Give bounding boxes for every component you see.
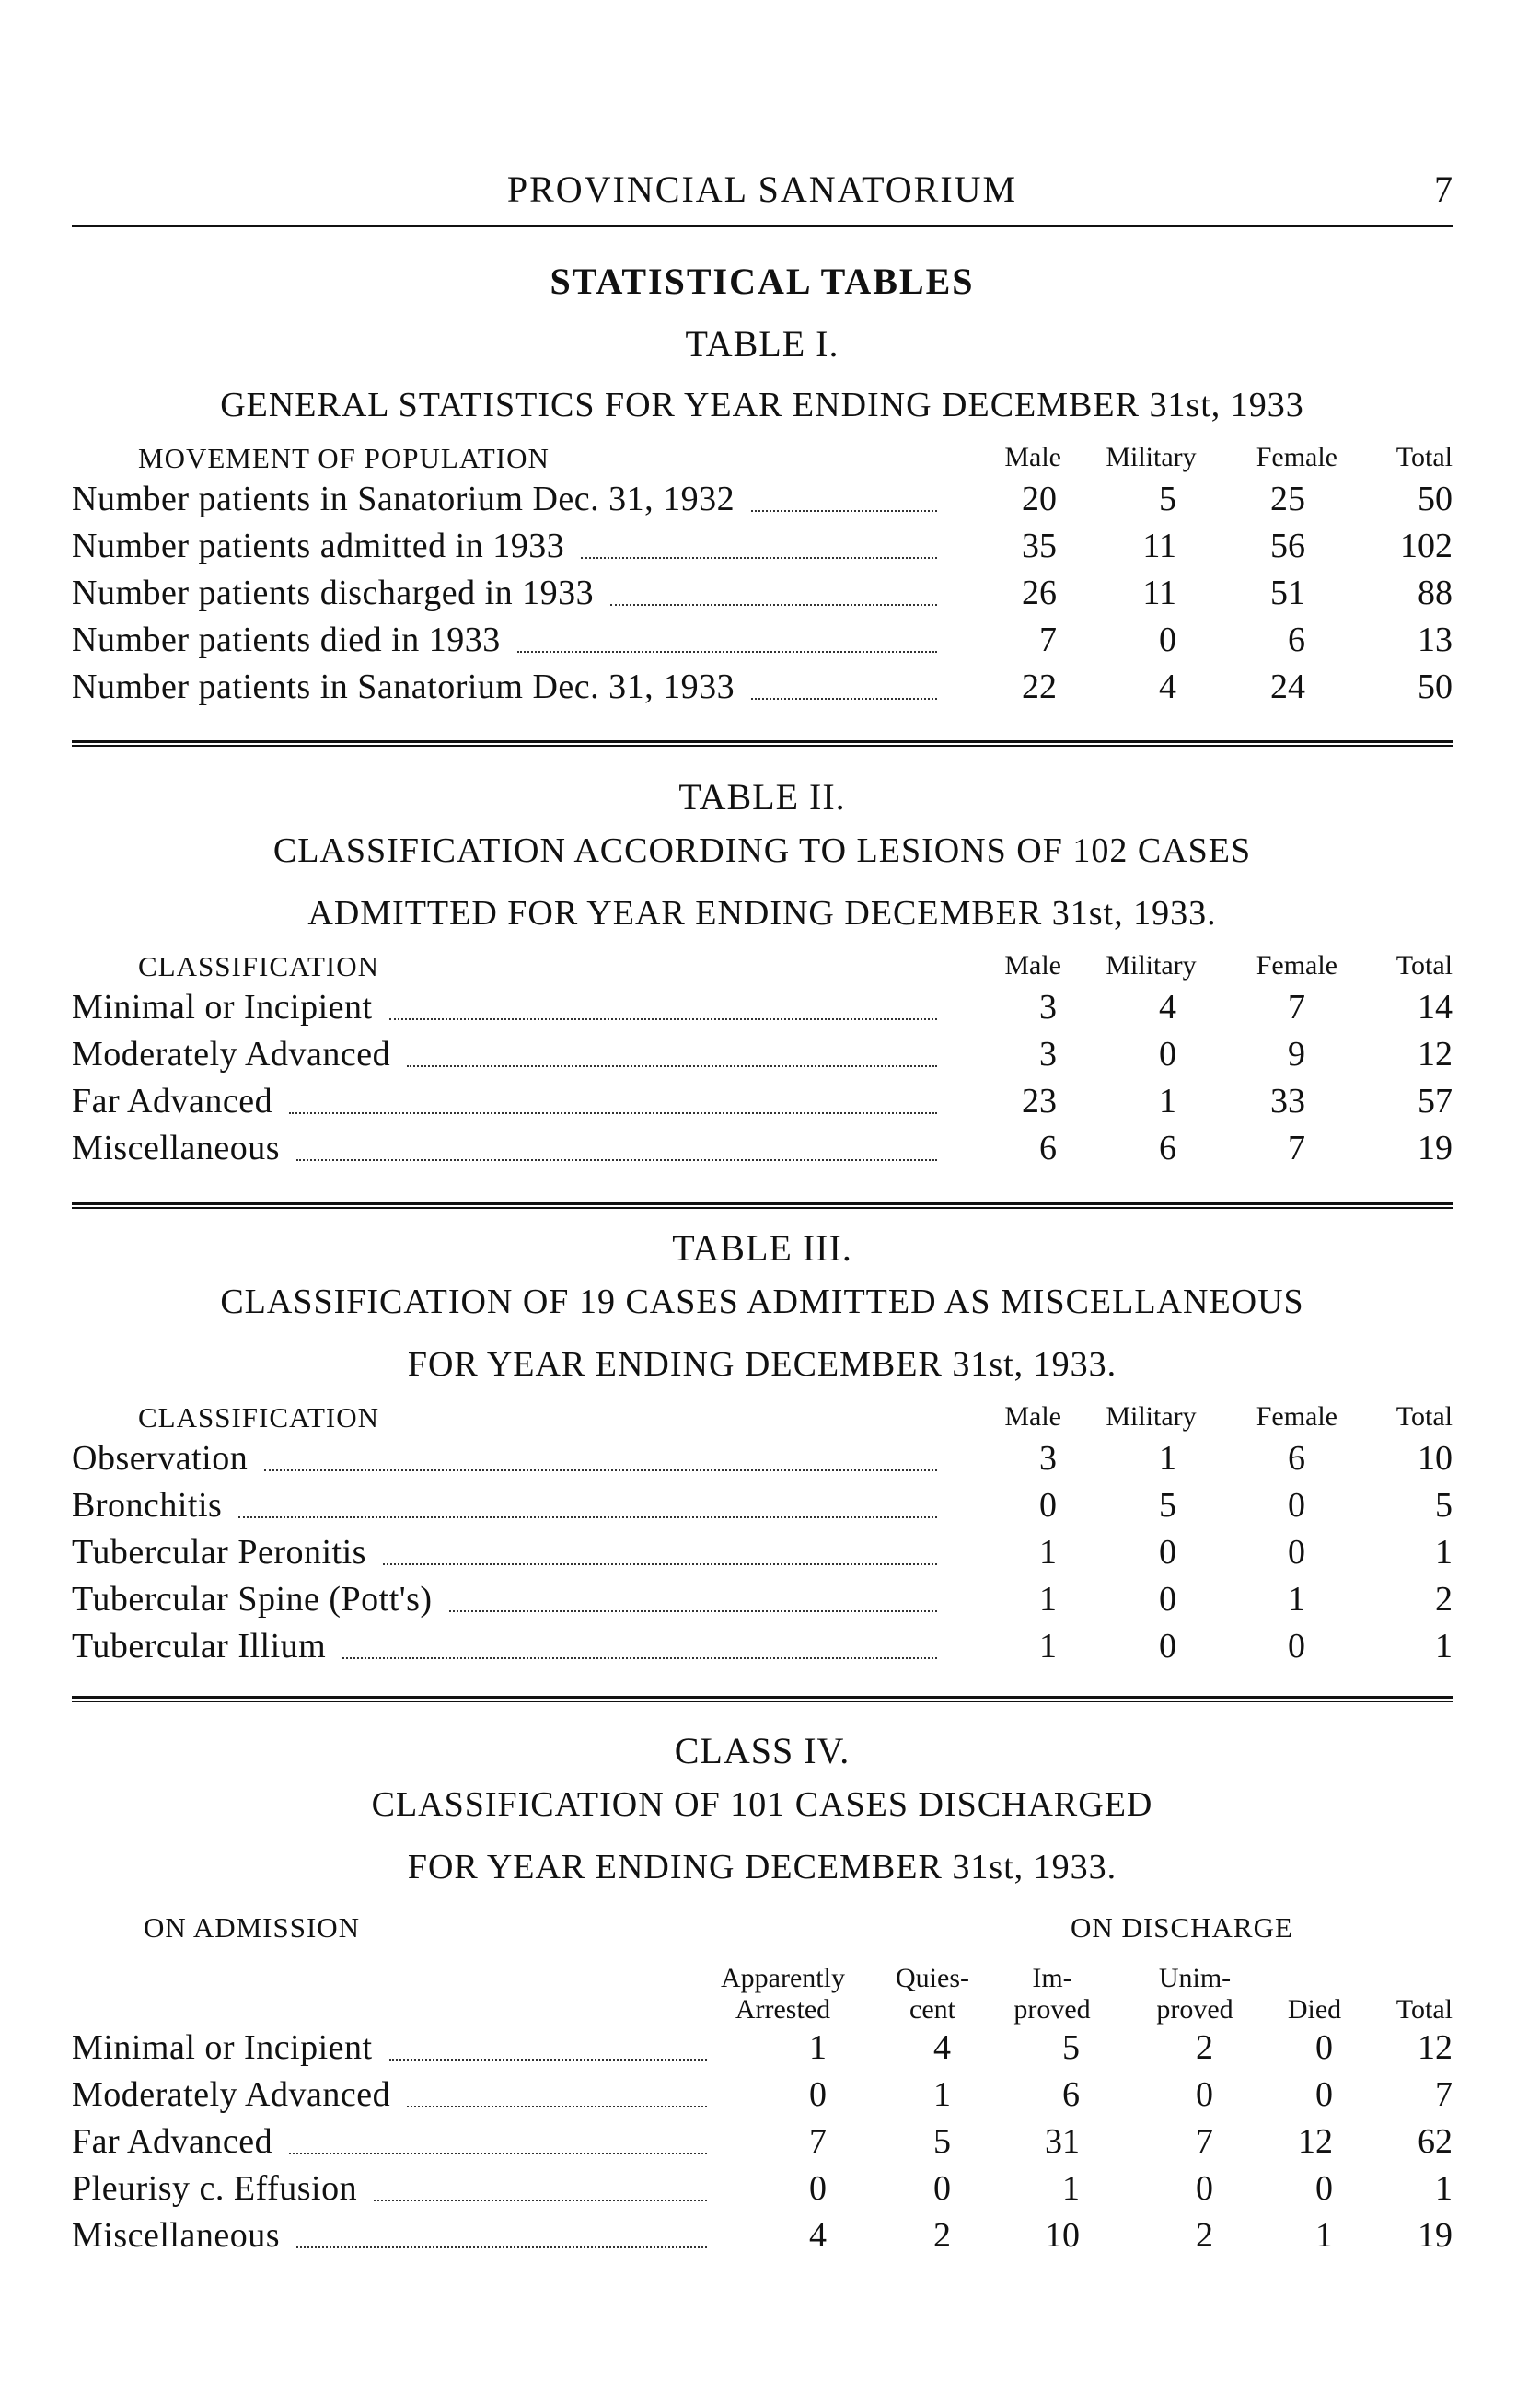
cell-female: 0 — [1288, 1486, 1305, 1525]
table4-left-label: ON ADMISSION — [144, 1911, 361, 1944]
cell-military: 1 — [1159, 1439, 1176, 1478]
cell-total: 50 — [1418, 668, 1453, 706]
table4-col-died: Died — [1287, 1994, 1342, 2025]
cell-total: 13 — [1418, 621, 1453, 659]
table2-section-label: CLASSIFICATION — [138, 950, 380, 982]
table-row — [72, 2074, 1453, 2120]
cell-military: 11 — [1142, 574, 1176, 612]
row-label: Number patients admitted in 1933 — [72, 527, 565, 565]
cell-total: 1 — [1435, 1627, 1453, 1666]
cell-quiescent: 4 — [933, 2028, 951, 2067]
dot-leader — [289, 1112, 937, 1114]
cell-male: 1 — [1039, 1580, 1057, 1619]
cell-female: 7 — [1288, 988, 1305, 1027]
table-row — [72, 479, 1453, 525]
table4-col-improved-l1: Im- — [1032, 1963, 1072, 1993]
table2-col-total: Total — [1395, 950, 1453, 981]
row-label: Minimal or Incipient — [72, 988, 373, 1027]
dot-leader — [374, 2200, 707, 2201]
table-row — [72, 1532, 1453, 1578]
cell-military: 6 — [1159, 1129, 1176, 1167]
cell-total: 12 — [1418, 2028, 1453, 2067]
dot-leader — [238, 1516, 937, 1518]
dot-leader — [449, 1610, 937, 1612]
cell-military: 1 — [1159, 1082, 1176, 1120]
row-label: Pleurisy c. Effusion — [72, 2169, 358, 2208]
cell-apparently-arrested: 4 — [809, 2216, 827, 2255]
row-label: Tubercular Illium — [72, 1627, 327, 1666]
row-label: Miscellaneous — [72, 2216, 281, 2255]
cell-died: 1 — [1315, 2216, 1333, 2255]
cell-female: 6 — [1288, 1439, 1305, 1478]
row-label: Moderately Advanced — [72, 2075, 391, 2114]
table4-subtitle-line2: FOR YEAR ENDING DECEMBER 31st, 1933. — [407, 1848, 1117, 1886]
running-title: PROVINCIAL SANATORIUM — [506, 168, 1018, 210]
table1-col-female: Female — [1256, 442, 1337, 472]
table2-title: TABLE II. — [678, 776, 846, 818]
dot-leader — [389, 1018, 937, 1020]
cell-apparently-arrested: 1 — [809, 2028, 827, 2067]
dot-leader — [407, 2106, 707, 2107]
row-label: Miscellaneous — [72, 1129, 281, 1167]
cell-female: 24 — [1270, 668, 1305, 706]
table-row — [72, 2027, 1453, 2073]
cell-died: 0 — [1315, 2075, 1333, 2114]
row-label: Far Advanced — [72, 1082, 273, 1120]
row-label: Number patients discharged in 1933 — [72, 574, 595, 612]
cell-quiescent: 2 — [933, 2216, 951, 2255]
cell-female: 33 — [1270, 1082, 1305, 1120]
dot-leader — [389, 2059, 707, 2061]
table-row — [72, 667, 1453, 713]
dot-leader — [751, 698, 937, 700]
table3-title: TABLE III. — [672, 1227, 852, 1269]
cell-male: 6 — [1039, 1129, 1057, 1167]
table-row — [72, 1579, 1453, 1625]
dot-leader — [296, 1159, 937, 1161]
cell-total: 12 — [1418, 1035, 1453, 1074]
cell-female: 6 — [1288, 621, 1305, 659]
table-row — [72, 1128, 1453, 1174]
table4-col-quiescent-l2: cent — [909, 1994, 955, 2025]
cell-total: 19 — [1418, 2216, 1453, 2255]
cell-unimproved: 7 — [1196, 2122, 1213, 2161]
table-row — [72, 2215, 1453, 2261]
table1-title: TABLE I. — [685, 323, 839, 365]
table-row — [72, 620, 1453, 666]
table2-divider — [72, 1202, 1453, 1209]
dot-leader — [296, 2246, 707, 2248]
cell-quiescent: 5 — [933, 2122, 951, 2161]
cell-female: 0 — [1288, 1627, 1305, 1666]
cell-quiescent: 1 — [933, 2075, 951, 2114]
cell-unimproved: 0 — [1196, 2169, 1213, 2208]
cell-total: 88 — [1418, 574, 1453, 612]
table-row — [72, 2168, 1453, 2214]
table4-col-apparently-arrested-l2: Arrested — [735, 1994, 831, 2025]
table3-col-male: Male — [1004, 1401, 1061, 1432]
table4-subtitle-line1: CLASSIFICATION OF 101 CASES DISCHARGED — [371, 1785, 1153, 1824]
table-row — [72, 987, 1453, 1033]
table1-col-total: Total — [1395, 442, 1453, 472]
dot-leader — [289, 2153, 707, 2154]
row-label: Number patients in Sanatorium Dec. 31, 1933 — [72, 668, 735, 706]
cell-died: 0 — [1315, 2028, 1333, 2067]
cell-total: 5 — [1435, 1486, 1453, 1525]
cell-military: 0 — [1159, 1627, 1176, 1666]
table3-subtitle-line2: FOR YEAR ENDING DECEMBER 31st, 1933. — [407, 1345, 1117, 1384]
cell-unimproved: 2 — [1196, 2216, 1213, 2255]
table2-subtitle-line1: CLASSIFICATION ACCORDING TO LESIONS OF 102 CASES — [272, 831, 1252, 870]
cell-military: 0 — [1159, 1533, 1176, 1572]
cell-died: 0 — [1315, 2169, 1333, 2208]
table-row — [72, 1081, 1453, 1127]
cell-male: 23 — [1022, 1082, 1057, 1120]
cell-quiescent: 0 — [933, 2169, 951, 2208]
cell-military: 0 — [1159, 1035, 1176, 1074]
cell-unimproved: 2 — [1196, 2028, 1213, 2067]
table1-subtitle: GENERAL STATISTICS FOR YEAR ENDING DECEMBER 31st, 1933 — [220, 386, 1304, 424]
dot-leader — [581, 557, 937, 559]
cell-female: 25 — [1270, 480, 1305, 518]
cell-total: 102 — [1400, 527, 1453, 565]
cell-improved: 6 — [1062, 2075, 1080, 2114]
cell-male: 26 — [1022, 574, 1057, 612]
table4-col-unimproved-l2: proved — [1156, 1994, 1233, 2025]
cell-apparently-arrested: 0 — [809, 2169, 827, 2208]
row-label: Observation — [72, 1439, 249, 1478]
row-label: Bronchitis — [72, 1486, 223, 1525]
document-page — [72, 0, 1453, 2403]
table-row — [72, 1034, 1453, 1080]
table4-title: CLASS IV. — [674, 1730, 851, 1771]
cell-total: 7 — [1435, 2075, 1453, 2114]
table3-section-label: CLASSIFICATION — [138, 1401, 380, 1434]
row-label: Moderately Advanced — [72, 1035, 391, 1074]
table3-subtitle-line1: CLASSIFICATION OF 19 CASES ADMITTED AS MISCELLANEOUS — [220, 1283, 1304, 1321]
table1-section-label: MOVEMENT OF POPULATION — [138, 442, 550, 474]
cell-male: 1 — [1039, 1627, 1057, 1666]
row-label: Number patients in Sanatorium Dec. 31, 1932 — [72, 480, 735, 518]
cell-military: 4 — [1159, 988, 1176, 1027]
page-number: 7 — [1434, 168, 1453, 210]
table-row — [72, 526, 1453, 572]
dot-leader — [342, 1657, 937, 1659]
cell-total: 10 — [1418, 1439, 1453, 1478]
table2-subtitle-line2: ADMITTED FOR YEAR ENDING DECEMBER 31st, 1933. — [307, 894, 1217, 933]
row-label: Number patients died in 1933 — [72, 621, 501, 659]
cell-unimproved: 0 — [1196, 2075, 1213, 2114]
cell-total: 14 — [1418, 988, 1453, 1027]
table3-divider — [72, 1696, 1453, 1702]
table-row — [72, 1626, 1453, 1672]
header-rule — [72, 225, 1453, 227]
cell-military: 0 — [1159, 621, 1176, 659]
dot-leader — [751, 510, 937, 512]
cell-total: 19 — [1418, 1129, 1453, 1167]
cell-apparently-arrested: 0 — [809, 2075, 827, 2114]
cell-male: 1 — [1039, 1533, 1057, 1572]
dot-leader — [264, 1469, 937, 1471]
cell-improved: 5 — [1062, 2028, 1080, 2067]
cell-improved: 1 — [1062, 2169, 1080, 2208]
cell-total: 57 — [1418, 1082, 1453, 1120]
cell-military: 0 — [1159, 1580, 1176, 1619]
main-title: STATISTICAL TABLES — [550, 261, 975, 302]
cell-died: 12 — [1298, 2122, 1333, 2161]
table3-col-female: Female — [1256, 1401, 1337, 1432]
table2-col-female: Female — [1256, 950, 1337, 981]
cell-male: 3 — [1039, 988, 1057, 1027]
table-row — [72, 1485, 1453, 1531]
table1-divider — [72, 740, 1453, 747]
cell-female: 9 — [1288, 1035, 1305, 1074]
cell-female: 1 — [1288, 1580, 1305, 1619]
cell-female: 56 — [1270, 527, 1305, 565]
cell-female: 51 — [1270, 574, 1305, 612]
cell-female: 7 — [1288, 1129, 1305, 1167]
table4-col-apparently-arrested-l1: Apparently — [721, 1963, 845, 1993]
cell-total: 62 — [1418, 2122, 1453, 2161]
row-label: Tubercular Spine (Pott's) — [72, 1580, 433, 1619]
cell-male: 3 — [1039, 1035, 1057, 1074]
cell-total: 1 — [1435, 2169, 1453, 2208]
cell-apparently-arrested: 7 — [809, 2122, 827, 2161]
dot-leader — [610, 604, 937, 606]
cell-male: 0 — [1039, 1486, 1057, 1525]
cell-total: 1 — [1435, 1533, 1453, 1572]
table3-col-military: Military — [1106, 1401, 1197, 1432]
cell-improved: 31 — [1045, 2122, 1080, 2161]
cell-male: 7 — [1039, 621, 1057, 659]
cell-male: 3 — [1039, 1439, 1057, 1478]
table-row — [72, 1438, 1453, 1484]
table4-col-improved-l2: proved — [1013, 1994, 1091, 2025]
cell-military: 4 — [1159, 668, 1176, 706]
running-header — [72, 168, 1453, 214]
row-label: Tubercular Peronitis — [72, 1533, 366, 1572]
cell-total: 2 — [1435, 1580, 1453, 1619]
cell-male: 22 — [1022, 668, 1057, 706]
table-row — [72, 573, 1453, 619]
table4-col-quiescent-l1: Quies- — [896, 1963, 969, 1993]
dot-leader — [383, 1563, 937, 1565]
table2-col-male: Male — [1004, 950, 1061, 981]
cell-improved: 10 — [1045, 2216, 1080, 2255]
row-label: Minimal or Incipient — [72, 2028, 373, 2067]
cell-military: 5 — [1159, 1486, 1176, 1525]
row-label: Far Advanced — [72, 2122, 273, 2161]
dot-leader — [517, 651, 937, 653]
table1-col-military: Military — [1106, 442, 1197, 472]
table3-col-total: Total — [1395, 1401, 1453, 1432]
cell-female: 0 — [1288, 1533, 1305, 1572]
dot-leader — [407, 1065, 937, 1067]
table4-col-unimproved-l1: Unim- — [1158, 1963, 1232, 1993]
table2-col-military: Military — [1106, 950, 1197, 981]
cell-total: 50 — [1418, 480, 1453, 518]
table-row — [72, 2121, 1453, 2167]
cell-male: 35 — [1022, 527, 1057, 565]
table4-col-total: Total — [1395, 1994, 1453, 2025]
table1-col-male: Male — [1004, 442, 1061, 472]
cell-military: 5 — [1159, 480, 1176, 518]
cell-military: 11 — [1142, 527, 1176, 565]
table4-right-label: ON DISCHARGE — [1071, 1911, 1293, 1944]
cell-male: 20 — [1022, 480, 1057, 518]
